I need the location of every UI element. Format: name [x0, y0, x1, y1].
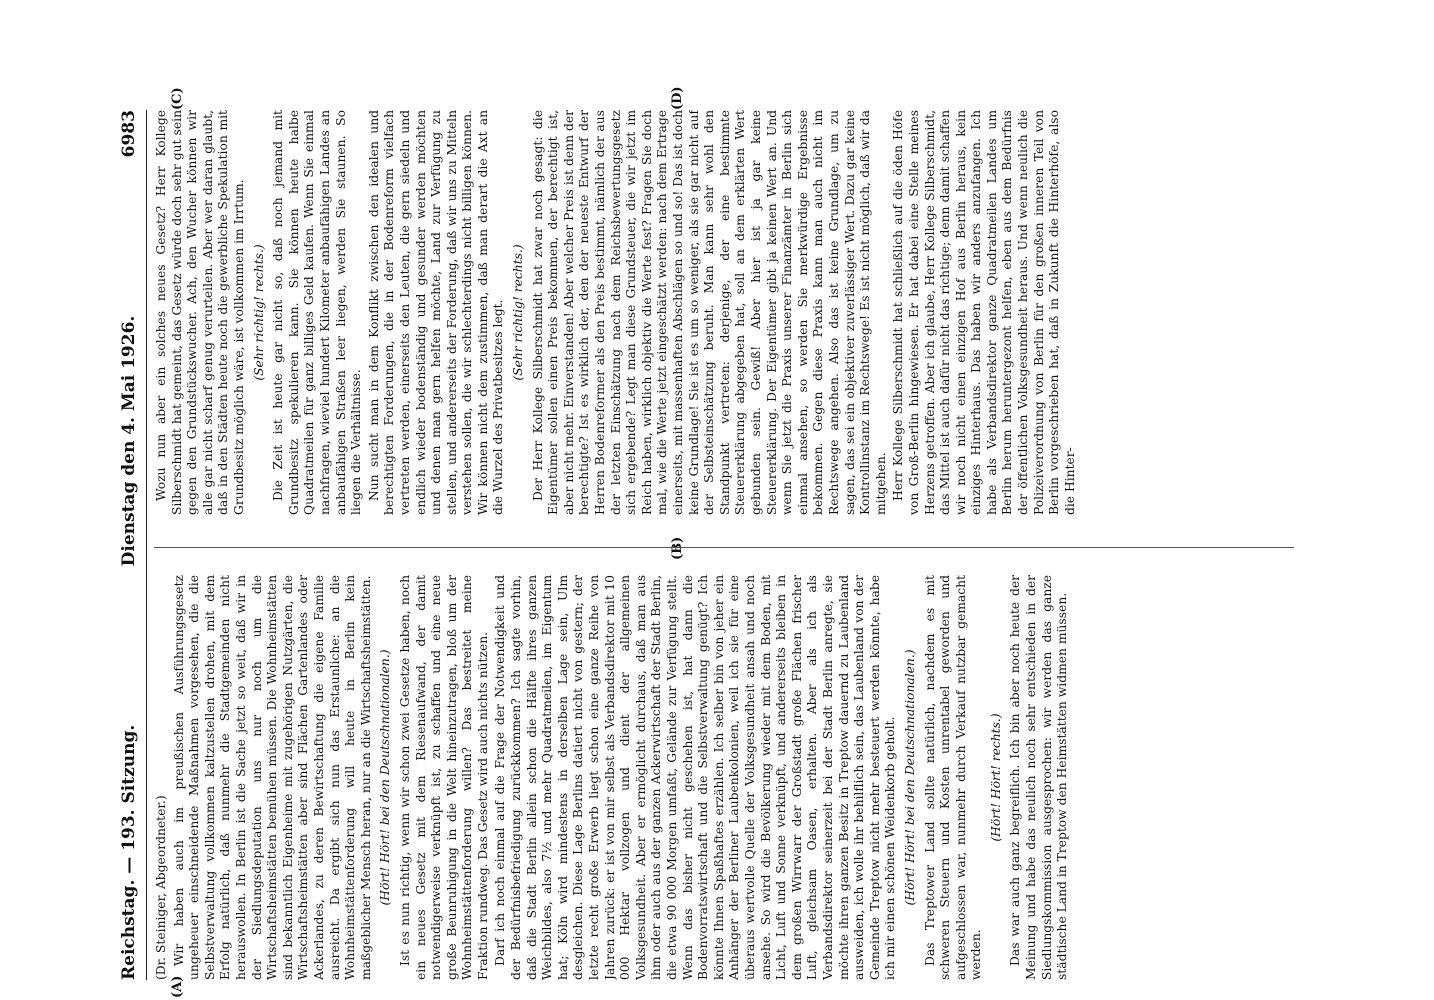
- right-column: [154, 110, 1294, 515]
- paragraph: Die Zeit ist heute gar nicht so, daß noch jemand mit Grundbesitz spekulieren kann. Sie können heute halbe Quadratmeilen für ganz billiges Geld kaufen. Wenn Sie einmal nachfragen, wieviel hundert Kilometer anbaufähigen Landes an anbaufähigen Straßen leer liegen, werden Sie staunen. So liegen die Verhältnisse.: [271, 110, 364, 515]
- newspaper-sheet: [110, 86, 1320, 1000]
- dfg-credit: [1398, 0, 1434, 1000]
- header-date: Dienstag den 4. Mai 1926.: [119, 315, 139, 567]
- paragraph: Wozu nun aber ein solches neues Gesetz? Herr Kollege Silberschmidt hat gemeint, das Gesetz würde doch sehr gut sein gegen den Grundstückswucher. Ach, den Wucher können wir alle gar nicht scharf genug verurteilen. Aber wer daran glaubt, daß in den Städten heute noch die gewerbliche Spekulation mit Grundbesitz möglich wäre, ist vollkommen im Irrtum.: [154, 110, 246, 515]
- margin-marker-b: (B): [670, 536, 685, 560]
- paragraph: Das Treptower Land sollte natürlich, nachdem es mit schweren Steuern und Kosten unrentabel geworden und aufgeschlossen war, nunmehr durch Verkauf nutzbar gemacht werden.: [922, 575, 984, 980]
- column-divider: [154, 547, 1294, 548]
- margin-marker-c: (C): [170, 87, 185, 110]
- paragraph: Herr Kollege Silberschmidt hat schließlich auf die öden Höfe von Groß-Berlin hingewiesen. Er hat dabei eine Stelle meines Herzens getroffen. Aber ich glaube, Herr Kollege Silberschmidt, das Mittel ist auch dafür nicht das richtige; denn damit schaffen wir noch nicht einen einzigen Hof aus Berlin heraus, kein einziges Hinterhaus. Das haben wir anders anzufangen. Ich habe als Verbandsdirektor ganze Quadratmeilen Landes um Berlin herum heruntergezont helfen, eben aus dem Bedürfnis der öffentlichen Volksgesundheit heraus. Und wenn neulich die Polizeiverordnung von Berlin für den großen inneren Teil von Berlin vorgeschrieben hat, daß in Zukunft die Hinterhöfe, also die Hinter-: [891, 110, 1077, 515]
- page-number: 6983: [119, 110, 139, 158]
- interjection: (Hört! Hört! rechts.): [988, 713, 1003, 842]
- running-header: [116, 110, 142, 980]
- margin-marker-d: (D): [670, 86, 685, 110]
- margin-marker-a: (A): [170, 975, 185, 998]
- paragraph: Wir haben auch im preußischen Ausführungsgesetz ungeheuer einschneidende Maßnahmen vorgesehen, die die Selbstverwaltung vollkommen kaltzustellen drohen, mit dem Erfolg natürlich, daß nunmehr die Stadtgemeinden nicht herauswollen. In Berlin ist die Sache jetzt so weit, daß wir in der Siedlungsdeputation uns nur noch um die Wirtschaftsheimstätten bemühen müssen. Die Wohnheimstätten sind bekanntlich Eigenheime mit zugehörigen Nutzgärten, die Wirtschaftsheimstätten aber sind Flächen Gartenlandes oder Ackerlandes, zu deren Bewirtschaftung die eigene Familie ausreicht. Da ergibt sich nun das Erstaunliche: an die Wohnheimstättenforderung will heute in Berlin kein maßgeblicher Mensch heran, nur an die Wirtschaftsheimstätten.: [171, 575, 373, 980]
- interjection: (Sehr richtig! rechts.): [251, 244, 266, 381]
- paragraph: Das war auch ganz begreiflich. Ich bin aber noch heute der Meinung und habe das neulich noch sehr entschieden in der Siedlungskommission ausgesprochen: wir werden das ganze städtische Land in Treptow den Heimstätten widmen müssen.: [1008, 575, 1070, 980]
- header-rule: [146, 110, 147, 980]
- speaker-line: (Dr. Steiniger, Abgeordneter.): [154, 795, 168, 980]
- paragraph: Darf ich noch einmal auf die Frage der Notwendigkeit und der Bedürfnisbefriedigung zurückkommen? Ich sagte vorhin, daß die Stadt Berlin allein schon die Hälfte ihres ganzen Weichbildes, also 7½ und mehr Quadratmeilen, im Eigentum hat; Köln wird mindestens in derselben Lage sein, Ulm desgleichen. Diese Lage Berlins datiert nicht von gestern; der letzte recht große Erwerb liegt schon eine ganze Reihe von Jahren zurück: er ist von mir selbst als Verbandsdirektor mit 10 000 Hektar vollzogen und dient der allgemeinen Volksgesundheit. Aber er ermöglicht durchaus, daß man aus ihm oder auch aus der ganzen Ackerwirtschaft der Stadt Berlin, die etwa 90 000 Morgen umfaßt, Gelände zur Verfügung stellt. Wenn das bisher nicht geschehen ist, hat dann die Bodenvorratswirtschaft und die Selbstverwaltung genügt? Ich könnte Ihnen Spaßhaftes erzählen. Ich selber bin von jeher ein Anhänger der Berliner Laubenkolonien, weil ich sie für eine überaus wertvolle Quelle der Volksgesundheit ansah und noch ansehe. So wird die Bevölkerung wieder mit dem Boden, mit Licht, Luft und Sonne verknüpft, und andererseits bleiben in dem großen Wirrwarr der Großstadt große Flächen frischer Luft, gleichsam Oasen, erhalten. Aber als ich als Verbandsdirektor seinerzeit bei der Stadt Berlin anregte, sie möchte ihren ganzen Besitz in Treptow dauernd zu Laubenland ausweiden, ich wolle ihr behilflich sein, das Laubenland von der Gemeinde Treptow nicht mehr besteuert werden könnte, habe ich mir einen schönen Weidenkorb geholt.: [493, 575, 898, 980]
- interjection: (Hört! Hört! bei den Deutschnationalen.): [378, 649, 393, 906]
- left-column: [154, 575, 1294, 980]
- interjection: (Hört! Hört! bei den Deutschnationalen.): [902, 649, 917, 906]
- header-left: Reichstag. — 193. Sitzung.: [119, 724, 139, 980]
- paragraph: Nun sucht man in dem Konflikt zwischen den idealen und berechtigten Forderungen, die in der Bodenreform vielfach vertreten werden, einerseits den Leuten, die gern siedeln und endlich wieder bodenständig und gesunder werden möchten und denen man gern helfen möchte, Land zur Verfügung zu stellen, und andererseits der Forderung, daß wir uns zu Mitteln verstehen sollen, die wir schlechterdings nicht billigen können. Wir können nicht dem zustimmen, daß man derart die Axt an die Wurzel des Privatbesitzes legt.: [366, 110, 506, 515]
- paragraph: Der Herr Kollege Silberschmidt hat zwar noch gesagt: die Eigentümer sollen einen Preis bekommen, der berechtigt ist, aber nicht mehr. Einverstanden! Aber welcher Preis ist denn der berechtigte? Ist es wirklich der, den der neueste Entwurf der Herren Bodenreformer als den Preis bestimmt, nämlich der aus der letzten Einschätzung nach dem Reichsbewertungsgesetz sich ergebende? Legt man diese Grundsteuer, die wir jetzt im Reich haben, wirklich objektiv die Werte fest? Fragen Sie doch mal, wie die Werte jetzt eingeschätzt werden: nach dem Ertrage einerseits, mit massenhaften Abschlägen so und so! Das ist doch keine Grundlage! Sie ist es um so weniger, als sie gar nicht auf der Selbsteinschätzung beruht. Man kann sehr wohl den Standpunkt vertreten: derjenige, der eine bestimmte Steuererklärung abgegeben hat, soll an dem erklärten Wert gebunden sein. Gewiß! Aber hier ist ja gar keine Steuererklärung. Der Eigentümer gibt ja keinen Wert an. Und wenn Sie jetzt die Praxis unserer Finanzämter in Berlin sich einmal ansehen, so werden Sie merkwürdige Ergebnisse bekommen. Gegen diese Praxis kann man auch nicht im Rechtswege angehen. Also das ist keine Grundlage, um zu sagen, das sei ein objektiver zuverlässiger Wert. Dazu gar keine Kontrollinstanz im Rechtswege! Es ist nicht möglich, daß wir da mitgehen.: [530, 110, 888, 515]
- paragraph: Ist es nun richtig, wenn wir schon zwei Gesetze haben, noch ein neues Gesetz mit dem Riesenaufwand, der damit notwendigerweise verknüpft ist, zu schaffen und eine neue große Beunruhigung in die Welt hineinzutragen, bloß um der Wohnheimstättenforderung willen? Das bestreitet meine Fraktion rundweg. Das Gesetz wird auch nichts nützen.: [397, 575, 490, 980]
- interjection: (Sehr richtig! rechts.): [511, 244, 526, 381]
